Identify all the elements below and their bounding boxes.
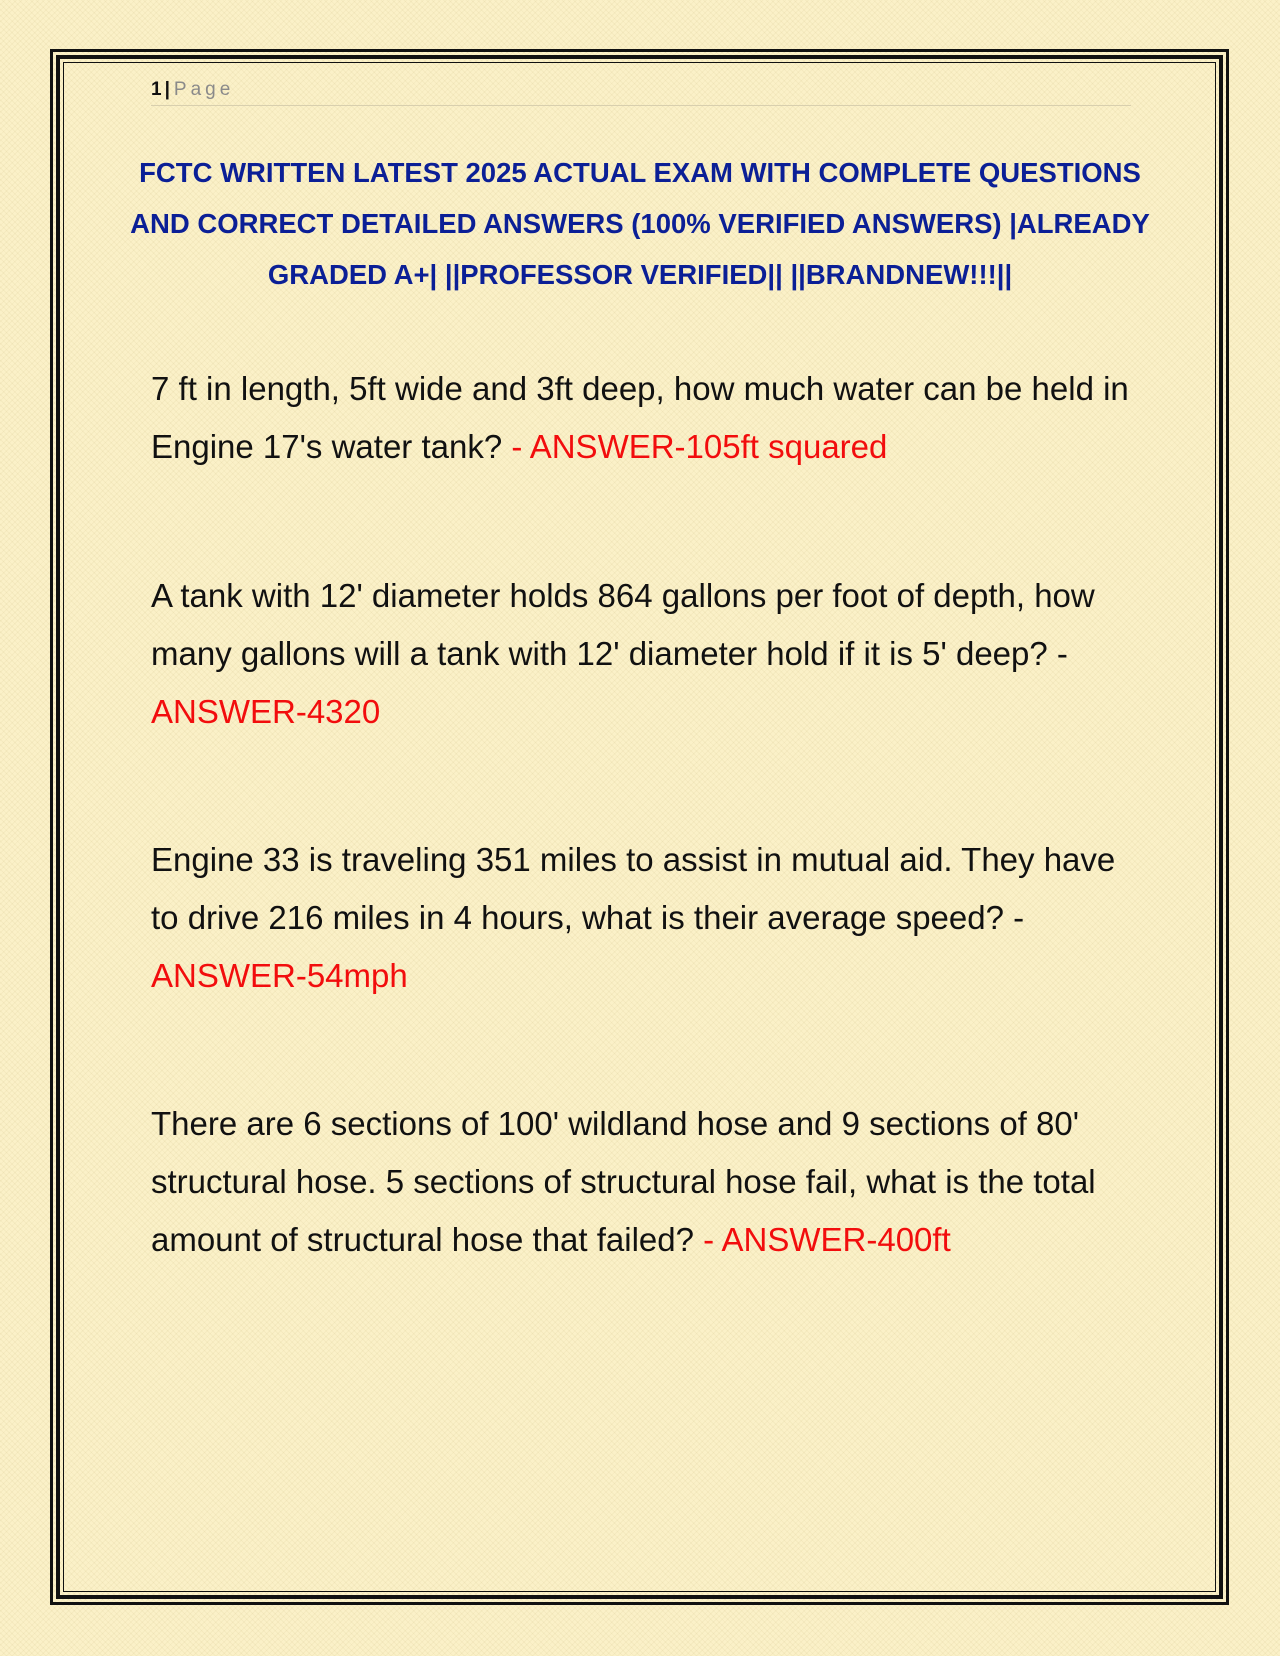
qa-item-4 [151,1095,1141,1269]
document-title: FCTC WRITTEN LATEST 2025 ACTUAL EXAM WITH COMPLETE QUESTIONS AND CORRECT DETAILED ANSWERS (100% VERIFIED ANSWERS) |ALREADY GRADED A+| ||PROFESSOR VERIFIED|| ||BRANDNEW!!!|| [130,157,1150,290]
page-label: Page [173,79,235,100]
answer-text: - ANSWER-400ft [703,1221,951,1258]
page-number: 1 [151,79,162,100]
answer-text: - ANSWER-105ft squared [511,428,888,465]
question-text: 7 ft in length, 5ft wide and 3ft deep, how much water can be held in Engine 17's water tank? [151,370,1129,465]
question-text: Engine 33 is traveling 351 miles to assist in mutual aid. They have to drive 216 miles in 4 hours, what is their average speed? - [151,841,1116,936]
answer-text: ANSWER-4320 [151,693,381,730]
page-header [151,78,1131,106]
answer-text: ANSWER-54mph [151,957,408,994]
question-text: There are 6 sections of 100' wildland hose and 9 sections of 80' structural hose. 5 sections of structural hose fail, what is the total amount of structural hose that failed? [151,1105,1096,1258]
qa-item-3 [151,831,1141,1005]
qa-item-2 [151,567,1141,741]
page-separator: | [164,79,170,100]
qa-item-1 [151,360,1141,476]
question-text: A tank with 12' diameter holds 864 gallons per foot of depth, how many gallons will a tank with 12' diameter hold if it is 5' deep? - [151,577,1095,672]
